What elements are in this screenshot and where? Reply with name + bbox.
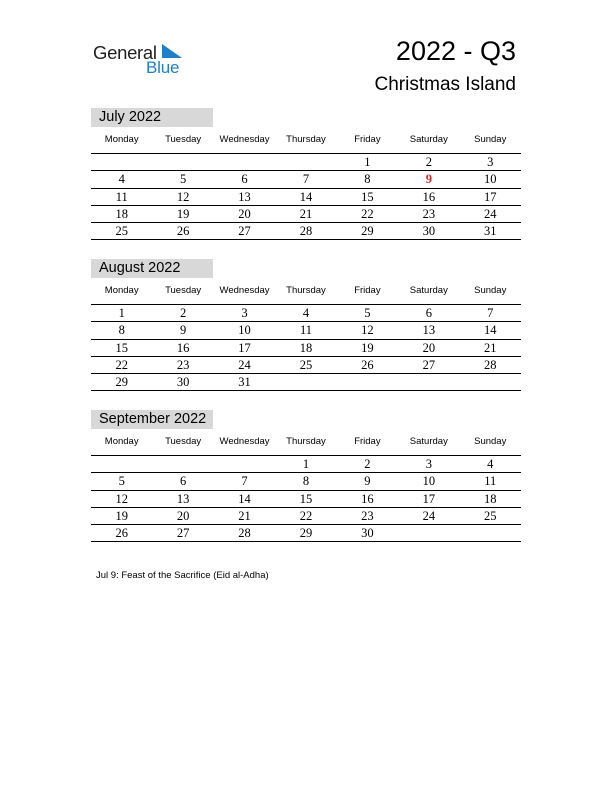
day-cell: 21 — [483, 340, 497, 355]
day-cell: 5 — [364, 306, 371, 320]
weekday-label: Saturday — [409, 436, 448, 447]
day-cell: 9 — [180, 323, 187, 338]
week-row — [91, 171, 521, 188]
week-row — [91, 154, 521, 171]
week-row — [91, 223, 521, 240]
day-cell: 10 — [422, 474, 436, 489]
weekday-label: Friday — [354, 436, 381, 447]
week-row — [91, 189, 521, 206]
day-cell: 17 — [238, 340, 251, 355]
day-cell: 17 — [422, 491, 436, 506]
day-cell: 31 — [483, 224, 497, 239]
day-cell — [337, 374, 398, 390]
weekday-header-row — [91, 435, 521, 456]
day-cell — [275, 374, 336, 390]
week-row — [91, 206, 521, 223]
day-cell: 28 — [299, 224, 313, 239]
day-cell: 4 — [302, 306, 310, 320]
day-cell: 23 — [176, 357, 190, 372]
week-row — [91, 340, 521, 357]
day-cell: 29 — [115, 375, 128, 390]
day-cell: 21 — [299, 206, 313, 221]
day-cell: 19 — [176, 206, 190, 221]
weekday-label: Wednesday — [219, 436, 270, 447]
weekday-label: Thursday — [286, 285, 326, 296]
day-cell: 13 — [238, 189, 251, 204]
month-september — [91, 410, 521, 542]
day-cell — [398, 525, 459, 541]
weekday-label: Wednesday — [219, 285, 270, 296]
day-cell: 20 — [422, 340, 436, 355]
weekday-label: Saturday — [409, 134, 448, 145]
weekday-header-row — [91, 133, 521, 154]
day-cell — [460, 374, 521, 390]
month-august — [91, 259, 521, 391]
day-cell: 16 — [361, 491, 374, 506]
weekday-header-row — [91, 284, 521, 305]
day-cell — [91, 154, 152, 170]
day-cell: 15 — [115, 340, 128, 355]
day-cell: 26 — [361, 357, 374, 372]
weekday-label: Tuesday — [165, 285, 202, 296]
day-cell: 1 — [118, 306, 125, 320]
day-cell: 27 — [238, 224, 251, 239]
day-cell: 17 — [483, 189, 497, 204]
week-row — [91, 508, 521, 525]
day-cell: 24 — [483, 206, 497, 221]
weekday-label: Monday — [104, 134, 139, 145]
day-cell: 2 — [425, 155, 432, 169]
day-cell: 11 — [299, 323, 312, 338]
weekday-label: Thursday — [286, 134, 326, 145]
brand-word-general: General — [93, 42, 157, 63]
day-cell: 7 — [302, 172, 310, 187]
month-name: July 2022 — [91, 108, 213, 127]
weekday-label: Tuesday — [165, 134, 202, 145]
day-cell: 30 — [422, 224, 436, 239]
day-cell: 5 — [118, 474, 125, 489]
day-cell: 3 — [425, 457, 432, 471]
day-cell: 2 — [180, 306, 187, 320]
day-cell: 23 — [361, 508, 374, 523]
weekday-label: Monday — [104, 285, 139, 296]
weekday-label: Monday — [104, 436, 139, 447]
weekday-label: Sunday — [474, 436, 507, 447]
day-cell: 28 — [238, 526, 251, 541]
day-cell: 22 — [361, 206, 374, 221]
day-cell — [214, 456, 275, 472]
day-cell: 25 — [115, 224, 128, 239]
weekday-label: Sunday — [474, 134, 507, 145]
day-cell: 4 — [487, 457, 494, 471]
day-cell: 1 — [364, 155, 371, 169]
day-cell: 22 — [299, 508, 313, 523]
month-july — [91, 108, 521, 240]
weekday-label: Thursday — [286, 436, 326, 447]
day-cell: 15 — [299, 491, 313, 506]
day-cell: 14 — [483, 323, 497, 338]
holiday-day-cell: 9 — [425, 172, 432, 187]
day-cell: 9 — [364, 474, 371, 489]
day-cell: 30 — [176, 375, 190, 390]
day-cell: 29 — [299, 526, 313, 541]
day-cell: 8 — [118, 323, 125, 338]
day-cell: 19 — [115, 508, 128, 523]
day-cell: 8 — [302, 474, 310, 489]
day-cell: 19 — [361, 340, 374, 355]
day-cell — [275, 154, 336, 170]
brand-word-blue: Blue — [146, 58, 180, 77]
day-cell: 16 — [422, 189, 436, 204]
week-row — [91, 357, 521, 374]
day-cell: 28 — [483, 357, 497, 372]
day-cell: 22 — [115, 357, 128, 372]
day-cell: 18 — [299, 340, 313, 355]
day-cell: 20 — [238, 206, 251, 221]
day-cell: 12 — [176, 189, 190, 204]
day-cell: 31 — [238, 375, 251, 390]
day-cell: 26 — [176, 224, 190, 239]
day-cell: 18 — [115, 206, 128, 221]
day-cell: 12 — [115, 491, 128, 506]
day-cell: 13 — [176, 491, 190, 506]
day-cell: 25 — [483, 508, 497, 523]
day-cell: 27 — [176, 526, 190, 541]
weekday-label: Wednesday — [219, 134, 270, 145]
day-cell — [214, 154, 275, 170]
day-cell: 1 — [302, 457, 310, 471]
day-cell: 11 — [115, 189, 128, 204]
day-cell: 26 — [115, 526, 128, 541]
brand-logo — [93, 38, 193, 80]
day-cell: 12 — [361, 323, 374, 338]
day-cell: 7 — [241, 474, 248, 489]
day-cell: 11 — [484, 474, 497, 489]
day-cell: 10 — [483, 172, 497, 187]
day-cell: 24 — [238, 357, 251, 372]
day-cell: 7 — [487, 306, 494, 320]
day-cell: 6 — [241, 172, 248, 187]
week-row — [91, 374, 521, 391]
week-row — [91, 525, 521, 542]
month-name: August 2022 — [91, 259, 213, 278]
day-cell: 21 — [238, 508, 251, 523]
weekday-label: Saturday — [409, 285, 448, 296]
day-cell: 3 — [487, 155, 494, 169]
day-cell — [460, 525, 521, 541]
weekday-label: Sunday — [474, 285, 507, 296]
day-cell: 23 — [422, 206, 436, 221]
day-cell — [152, 154, 213, 170]
day-cell: 20 — [176, 508, 190, 523]
weekday-label: Tuesday — [165, 436, 202, 447]
day-cell: 14 — [238, 491, 251, 506]
day-cell: 18 — [483, 491, 497, 506]
page-title: 2022 - Q3 — [395, 36, 516, 66]
day-cell — [152, 456, 213, 472]
day-cell: 14 — [299, 189, 313, 204]
day-cell: 13 — [422, 323, 436, 338]
triangle-logo-icon — [161, 43, 183, 59]
weekday-label: Friday — [354, 134, 381, 145]
week-row — [91, 491, 521, 508]
day-cell — [91, 456, 152, 472]
day-cell: 10 — [238, 323, 251, 338]
day-cell: 6 — [180, 474, 187, 489]
day-cell: 3 — [241, 306, 248, 320]
day-cell: 24 — [422, 508, 436, 523]
week-row — [91, 305, 521, 322]
week-row — [91, 322, 521, 339]
day-cell: 16 — [176, 340, 190, 355]
day-cell: 8 — [364, 172, 371, 187]
day-cell: 30 — [361, 526, 374, 541]
day-cell — [398, 374, 459, 390]
week-row — [91, 456, 521, 473]
day-cell: 27 — [422, 357, 436, 372]
weekday-label: Friday — [354, 285, 381, 296]
day-cell: 25 — [299, 357, 313, 372]
day-cell: 29 — [361, 224, 374, 239]
day-cell: 15 — [361, 189, 374, 204]
month-name: September 2022 — [91, 410, 213, 429]
page-subtitle: Christmas Island — [374, 74, 516, 95]
holiday-note: Jul 9: Feast of the Sacrifice (Eid al-Adha) — [96, 570, 269, 581]
week-row — [91, 473, 521, 490]
day-cell: 6 — [425, 306, 432, 320]
day-cell: 4 — [118, 172, 125, 187]
day-cell: 5 — [180, 172, 187, 187]
day-cell: 2 — [364, 457, 371, 471]
